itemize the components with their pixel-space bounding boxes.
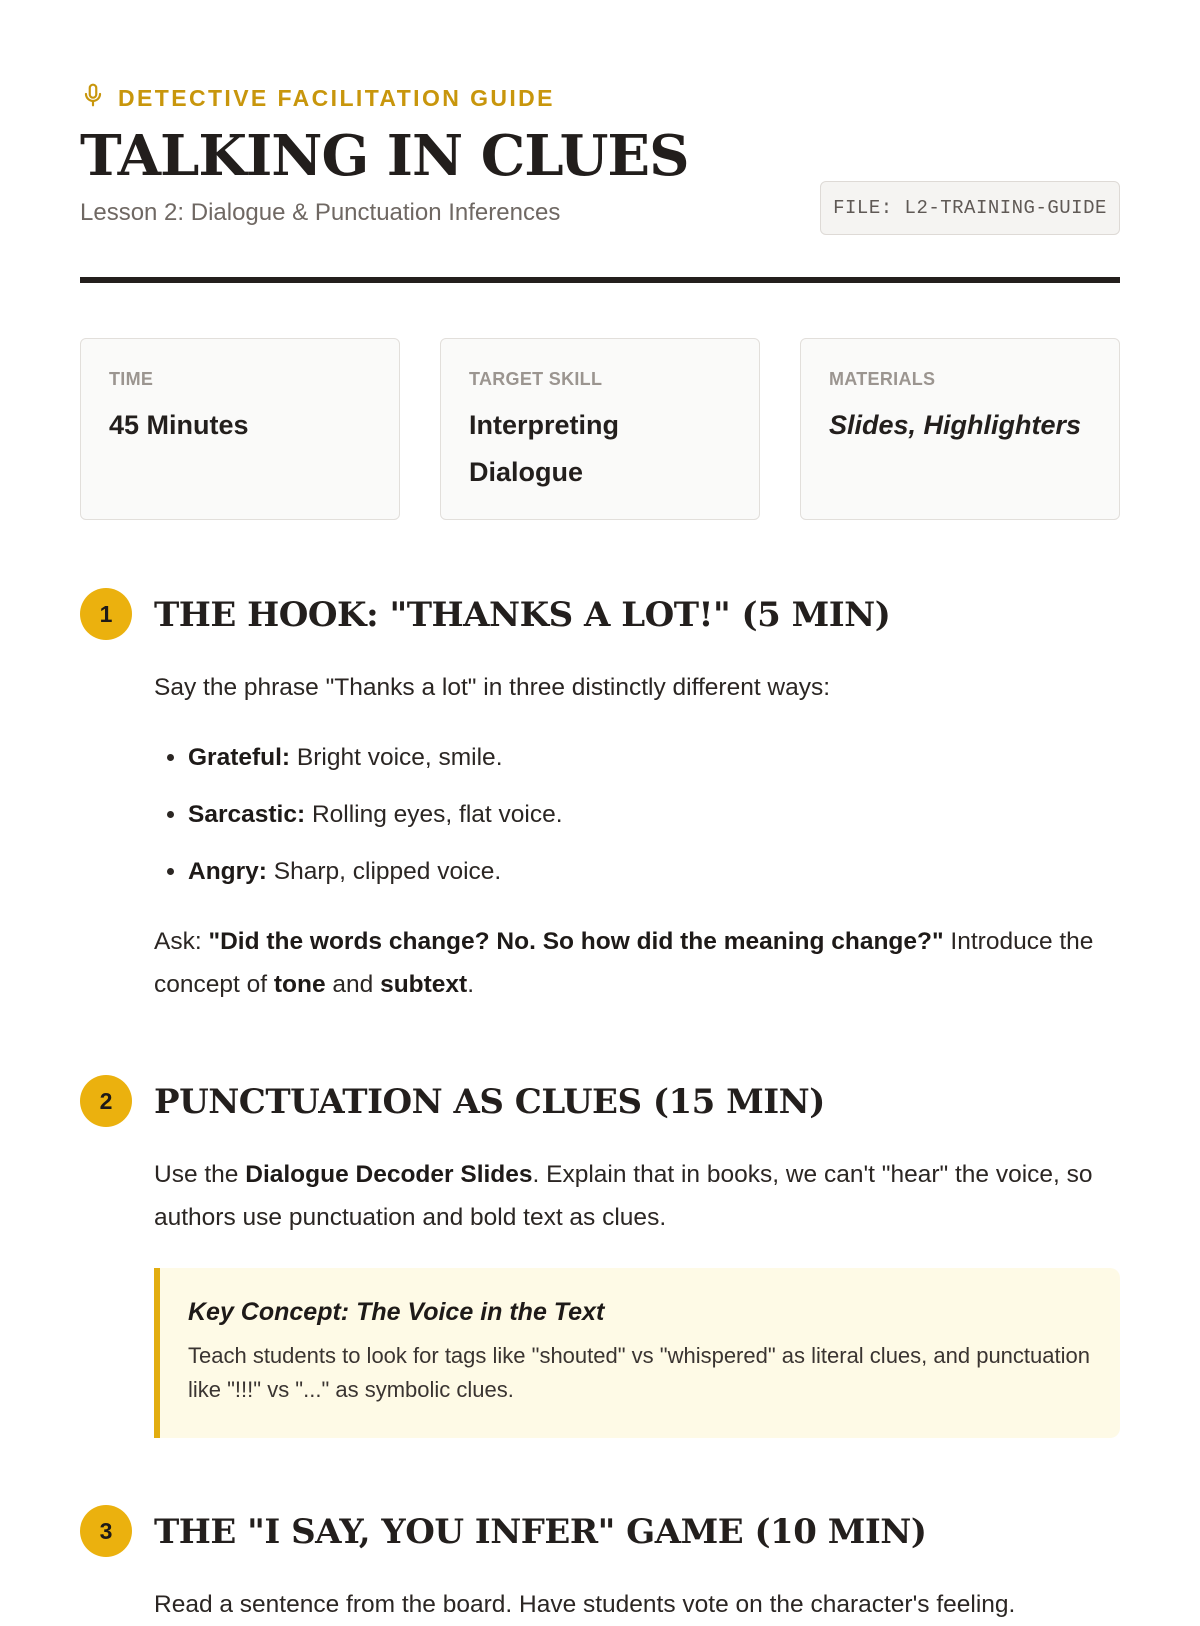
card-value: Interpreting Dialogue [469, 410, 620, 487]
section-intro: Use the Dialogue Decoder Slides. Explain that in books, we can't "hear" the voice, so authors use punctuation and bold text as clues. [154, 1161, 1093, 1231]
key-concept-callout [154, 1268, 1120, 1438]
ask-paragraph: Ask: "Did the words change? No. So how did the meaning change?" Introduce the concept of tone and subtext. [154, 928, 1094, 998]
guide-eyebrow [80, 82, 555, 114]
tone-list [154, 738, 563, 909]
card-label: TARGET SKILL [469, 369, 603, 389]
step-badge-3: 3 [80, 1505, 132, 1557]
target-skill-card [440, 338, 760, 520]
list-item: • Sarcastic: Rolling eyes, flat voice. [188, 795, 563, 852]
eyebrow-label: DETECTIVE FACILITATION GUIDE [118, 84, 555, 111]
section-title-game: THE "I SAY, YOU INFER" GAME (10 MIN) [154, 1512, 927, 1552]
list-item: • Grateful: Bright voice, smile. [188, 738, 563, 795]
materials-card [800, 338, 1120, 520]
section-title-punctuation: PUNCTUATION AS CLUES (15 MIN) [154, 1082, 825, 1122]
card-label: MATERIALS [829, 369, 936, 389]
step-badge-2: 2 [80, 1075, 132, 1127]
microphone-icon [80, 82, 106, 114]
step-badge-1: 1 [80, 588, 132, 640]
card-value: Slides, Highlighters [829, 410, 1082, 440]
section-intro: Read a sentence from the board. Have students vote on the character's feeling. [154, 1591, 1016, 1618]
time-card [80, 338, 400, 520]
page-title: TALKING IN CLUES [80, 123, 689, 189]
card-value: 45 Minutes [109, 410, 249, 440]
card-label: TIME [109, 369, 154, 389]
file-tag-badge: FILE: L2-TRAINING-GUIDE [820, 181, 1120, 235]
callout-title: Key Concept: The Voice in the Text [188, 1298, 605, 1326]
callout-body: Teach students to look for tags like "shouted" vs "whispered" as literal clues, and punctuation like "!!!" vs "..." as symbolic clues. [188, 1343, 1090, 1402]
section-intro: Say the phrase "Thanks a lot" in three distinctly different ways: [154, 674, 831, 701]
section-title-hook: THE HOOK: "THANKS A LOT!" (5 MIN) [154, 595, 891, 635]
list-item: • Angry: Sharp, clipped voice. [188, 852, 563, 909]
page-subtitle: Lesson 2: Dialogue & Punctuation Inferences [80, 199, 561, 226]
header-divider [80, 277, 1120, 283]
